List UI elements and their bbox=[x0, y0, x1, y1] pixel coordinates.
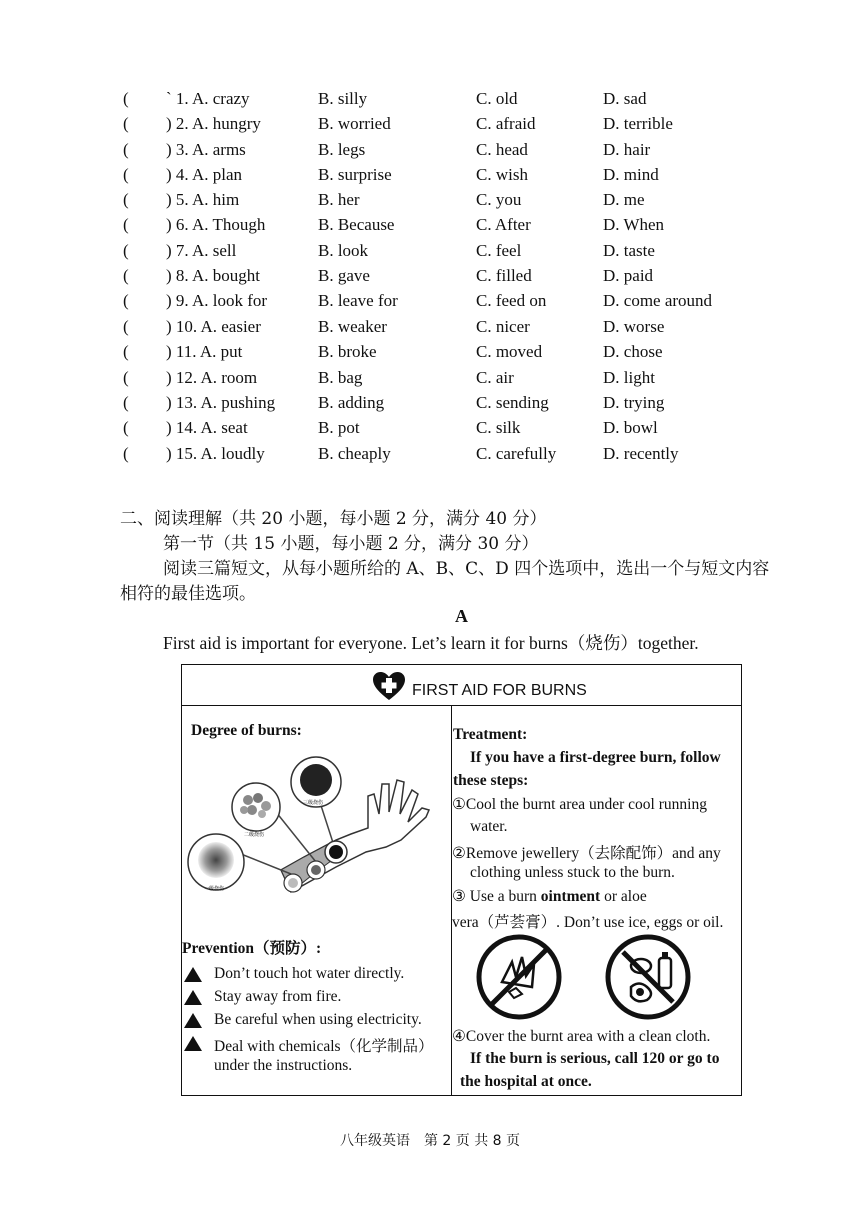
answer-bracket: ( bbox=[123, 241, 129, 260]
question-row bbox=[0, 111, 860, 136]
option-d: D. bowl bbox=[603, 418, 658, 437]
option-c: C. you bbox=[476, 190, 522, 209]
instruction-line-1: 阅读三篇短文，从每小题所给的 A、B、C、D 四个选项中，选出一个与短文内容 bbox=[163, 559, 770, 579]
option-a: ) 2. A. hungry bbox=[166, 114, 261, 133]
option-a: ) 9. A. look for bbox=[166, 291, 268, 310]
serious-warning-2: the hospital at once. bbox=[460, 1073, 592, 1090]
question-row bbox=[0, 415, 860, 440]
option-b: B. cheaply bbox=[318, 444, 391, 463]
section-part-title: 第一节（共 15 小题，每小题 2 分，满分 30 分） bbox=[163, 534, 539, 554]
option-b: B. gave bbox=[318, 266, 370, 285]
option-a: ) 13. A. pushing bbox=[166, 393, 276, 412]
serious-warning-1: If the burn is serious, call 120 or go to bbox=[470, 1050, 720, 1067]
option-c: C. feed on bbox=[476, 291, 547, 310]
section-title: 二、阅读理解（共 20 小题，每小题 2 分，满分 40 分） bbox=[120, 509, 547, 529]
option-a: ) 6. A. Though bbox=[166, 215, 266, 234]
no-ice-icon bbox=[474, 932, 564, 1022]
option-d: D. trying bbox=[603, 393, 665, 412]
question-row bbox=[0, 263, 860, 288]
option-c: C. air bbox=[476, 368, 514, 387]
triangle-bullet-icon bbox=[184, 1036, 202, 1051]
prevention-item: Be careful when using electricity. bbox=[214, 1011, 422, 1028]
option-a: ) 10. A. easier bbox=[166, 317, 261, 336]
answer-bracket: ( bbox=[123, 291, 129, 310]
question-row bbox=[0, 314, 860, 339]
option-b: B. legs bbox=[318, 140, 366, 159]
step-1: ①Cool the burnt area under cool running bbox=[452, 796, 707, 813]
triangle-bullet-icon bbox=[184, 990, 202, 1005]
answer-bracket: ( bbox=[123, 89, 129, 108]
prevention-item: Stay away from fire. bbox=[214, 988, 342, 1005]
option-b: B. look bbox=[318, 241, 369, 260]
first-degree-label: 一级烧伤 bbox=[204, 886, 225, 892]
option-d: D. worse bbox=[603, 317, 665, 336]
prevention-item: Deal with chemicals（化学制品） bbox=[214, 1038, 434, 1055]
option-a: ) 15. A. loudly bbox=[166, 444, 265, 463]
treatment-subtitle-2: these steps: bbox=[453, 772, 529, 789]
option-b: B. worried bbox=[318, 114, 391, 133]
answer-bracket: ( bbox=[123, 114, 129, 133]
option-c: C. wish bbox=[476, 165, 528, 184]
answer-bracket: ( bbox=[123, 393, 129, 412]
option-a: ) 3. A. arms bbox=[166, 140, 246, 159]
option-b: B. silly bbox=[318, 89, 368, 108]
step-2: ②Remove jewellery（去除配饰）and any bbox=[452, 845, 721, 862]
triangle-bullet-icon bbox=[184, 967, 202, 982]
option-d: D. chose bbox=[603, 342, 663, 361]
option-c: C. carefully bbox=[476, 444, 557, 463]
heart-cross-icon bbox=[372, 671, 406, 701]
option-b: B. surprise bbox=[318, 165, 392, 184]
option-d: D. come around bbox=[603, 291, 713, 310]
option-b: B. pot bbox=[318, 418, 360, 437]
answer-bracket: ( bbox=[123, 444, 129, 463]
prevention-item: Don’t touch hot water directly. bbox=[214, 965, 405, 982]
option-b: B. her bbox=[318, 190, 360, 209]
triangle-bullet-icon bbox=[184, 1013, 202, 1028]
answer-bracket: ( bbox=[123, 266, 129, 285]
option-c: C. feel bbox=[476, 241, 522, 260]
question-row bbox=[0, 187, 860, 212]
third-degree-label: 三级烧伤 bbox=[303, 800, 324, 806]
option-d: D. me bbox=[603, 190, 645, 209]
step-3: ③ Use a burn ointment or aloe bbox=[452, 888, 647, 905]
degree-label: Degree of burns: bbox=[191, 722, 302, 739]
answer-bracket: ( bbox=[123, 342, 129, 361]
burn-degrees-illustration bbox=[186, 752, 436, 912]
treatment-label: Treatment: bbox=[453, 726, 528, 743]
question-row bbox=[0, 137, 860, 162]
prevention-label: Prevention（预防）: bbox=[182, 940, 322, 957]
instruction-line-2: 相符的最佳选项。 bbox=[120, 584, 256, 604]
option-a: ) 8. A. bought bbox=[166, 266, 260, 285]
step-1-continued: water. bbox=[470, 818, 508, 835]
option-a: ` 1. A. crazy bbox=[166, 89, 250, 108]
option-d: D. taste bbox=[603, 241, 655, 260]
option-a: ) 7. A. sell bbox=[166, 241, 237, 260]
option-d: D. sad bbox=[603, 89, 647, 108]
option-a: ) 5. A. him bbox=[166, 190, 240, 209]
question-row bbox=[0, 238, 860, 263]
answer-bracket: ( bbox=[123, 215, 129, 234]
option-c: C. filled bbox=[476, 266, 532, 285]
passage-intro: First aid is important for everyone. Let’s learn it for burns（烧伤）together. bbox=[163, 633, 699, 653]
option-c: C. nicer bbox=[476, 317, 530, 336]
option-b: B. adding bbox=[318, 393, 385, 412]
option-c: C. old bbox=[476, 89, 518, 108]
option-b: B. weaker bbox=[318, 317, 387, 336]
step-4: ④Cover the burnt area with a clean cloth. bbox=[452, 1028, 711, 1045]
option-c: C. silk bbox=[476, 418, 521, 437]
option-d: D. recently bbox=[603, 444, 679, 463]
question-row bbox=[0, 365, 860, 390]
question-row bbox=[0, 390, 860, 415]
treatment-subtitle-1: If you have a first-degree burn, follow bbox=[470, 749, 721, 766]
option-b: B. leave for bbox=[318, 291, 398, 310]
page-footer: 八年级英语 第 2 页 共 8 页 bbox=[339, 1133, 521, 1149]
question-row bbox=[0, 162, 860, 187]
answer-bracket: ( bbox=[123, 317, 129, 336]
option-b: B. Because bbox=[318, 215, 395, 234]
option-b: B. bag bbox=[318, 368, 363, 387]
option-a: ) 11. A. put bbox=[166, 342, 243, 361]
answer-bracket: ( bbox=[123, 190, 129, 209]
answer-bracket: ( bbox=[123, 418, 129, 437]
no-eggs-oil-icon bbox=[603, 932, 693, 1022]
option-c: C. After bbox=[476, 215, 531, 234]
card-title: FIRST AID FOR BURNS bbox=[412, 682, 587, 699]
option-c: C. moved bbox=[476, 342, 543, 361]
question-row bbox=[0, 212, 860, 237]
option-a: ) 4. A. plan bbox=[166, 165, 243, 184]
second-degree-label: 二级烧伤 bbox=[244, 832, 265, 838]
option-a: ) 14. A. seat bbox=[166, 418, 248, 437]
option-c: C. sending bbox=[476, 393, 549, 412]
question-row bbox=[0, 441, 860, 466]
question-row bbox=[0, 339, 860, 364]
option-d: D. paid bbox=[603, 266, 654, 285]
answer-bracket: ( bbox=[123, 368, 129, 387]
option-d: D. hair bbox=[603, 140, 651, 159]
answer-bracket: ( bbox=[123, 165, 129, 184]
option-a: ) 12. A. room bbox=[166, 368, 258, 387]
question-row bbox=[0, 86, 860, 111]
option-d: D. When bbox=[603, 215, 665, 234]
option-d: D. mind bbox=[603, 165, 659, 184]
option-b: B. broke bbox=[318, 342, 377, 361]
option-c: C. afraid bbox=[476, 114, 536, 133]
option-d: D. terrible bbox=[603, 114, 673, 133]
passage-letter: A bbox=[455, 606, 468, 626]
answer-bracket: ( bbox=[123, 140, 129, 159]
step-2-continued: clothing unless stuck to the burn. bbox=[470, 864, 675, 881]
step-3-continued: vera（芦荟膏）. Don’t use ice, eggs or oil. bbox=[452, 914, 724, 931]
prevention-item-continued: under the instructions. bbox=[214, 1057, 353, 1074]
question-row bbox=[0, 288, 860, 313]
option-d: D. light bbox=[603, 368, 655, 387]
option-c: C. head bbox=[476, 140, 528, 159]
